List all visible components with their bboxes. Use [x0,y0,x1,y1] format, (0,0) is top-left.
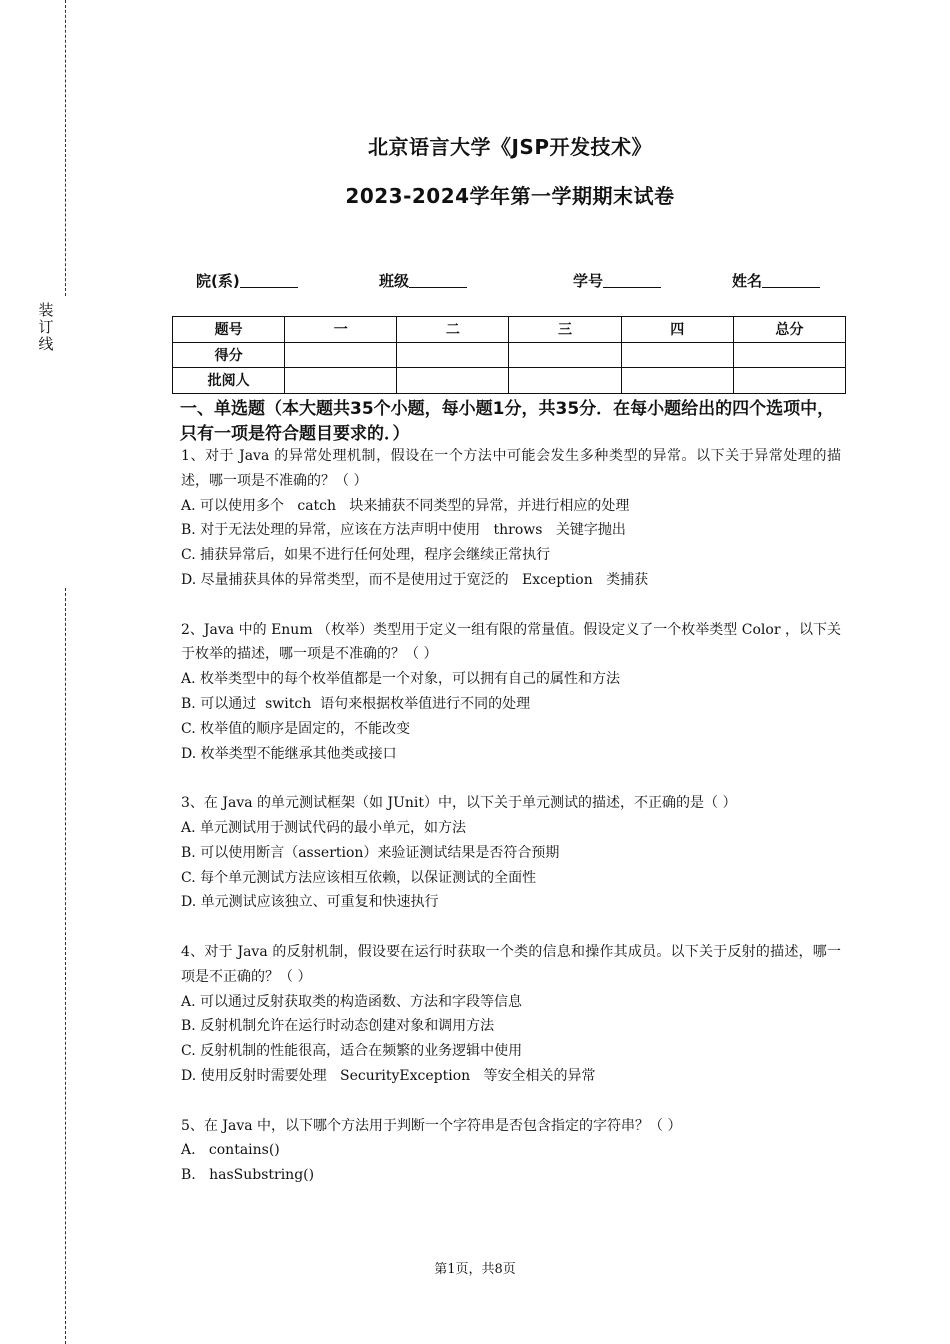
question-stem: 3、在 Java 的单元测试框架（如 JUnit）中，以下关于单元测试的描述，不正确的是（ ） [181,795,737,812]
question-option: A. 可以通过反射获取类的构造函数、方法和字段等信息 [181,993,523,1010]
header-cell: 四 [621,317,733,343]
score-row [173,342,846,368]
section-heading: 一、单选题（本大题共35个小题，每小题1分，共35分．在每小题给出的四个选项中，只有一项是符合题目要求的．） [180,399,835,444]
row-label: 得分 [173,342,285,368]
question-option: A. 枚举类型中的每个枚举值都是一个对象，可以拥有自己的属性和方法 [181,671,621,688]
question-option: B. 反射机制允许在运行时动态创建对象和调用方法 [181,1018,495,1035]
question [181,618,841,767]
question-option: B. 对于无法处理的异常，应该在方法声明中使用 throws 关键字抛出 [181,522,626,539]
grader-cell[interactable] [509,368,621,394]
question-option: B. 可以使用断言（assertion）来验证测试结果是否符合预期 [181,844,560,861]
header-cell: 一 [285,317,397,343]
question-list [181,444,841,1213]
exam-title: 北京语言大学《JSP开发技术》 [367,135,652,159]
info-field-name[interactable]: 姓名 [732,270,820,291]
score-cell[interactable] [285,342,397,368]
exam-subtitle: 2023-2024学年第一学期期末试卷 [345,184,675,208]
page-number: 第1页，共8页 [434,1262,516,1277]
score-cell[interactable] [733,342,845,368]
question-option: C. 捕获异常后，如果不进行任何处理，程序会继续正常执行 [181,547,551,564]
question-option: A. 单元测试用于测试代码的最小单元，如方法 [181,819,467,836]
question-option: D. 枚举类型不能继承其他类或接口 [181,745,397,762]
question [181,444,841,593]
score-table [172,316,846,394]
question-option: D. 使用反射时需要处理 SecurityException 等安全相关的异常 [181,1067,596,1084]
question-option: D. 尽量捕获具体的异常类型，而不是使用过于宽泛的 Exception 类捕获 [181,571,649,588]
score-cell[interactable] [397,342,509,368]
question [181,791,841,915]
grader-cell[interactable] [621,368,733,394]
binding-dashed-line-top [65,0,66,296]
question [181,940,841,1089]
info-field-department[interactable]: 院(系) [196,270,298,291]
grader-cell[interactable] [397,368,509,394]
class-blank[interactable] [409,272,467,288]
question [181,1114,841,1188]
grader-cell[interactable] [733,368,845,394]
question-option: C. 反射机制的性能很高，适合在频繁的业务逻辑中使用 [181,1043,523,1060]
grader-cell[interactable] [285,368,397,394]
score-cell[interactable] [509,342,621,368]
question-option: D. 单元测试应该独立、可重复和快速执行 [181,894,439,911]
header-cell: 二 [397,317,509,343]
question-option: A. contains() [181,1142,280,1159]
binding-dashed-line-bottom [65,588,66,1344]
question-stem: 2、Java 中的 Enum （枚举）类型用于定义一组有限的常量值。假设定义了一个枚举类型 Color ，以下关于枚举的描述，哪一项是不准确的？（ ） [181,621,841,663]
binding-label: 装订线 [38,301,54,353]
student-info-row [0,270,950,292]
question-stem: 4、对于 Java 的反射机制，假设要在运行时获取一个类的信息和操作其成员。以下关于反射的描述，哪一项是不正确的？（ ） [181,943,841,985]
question-option: A. 可以使用多个 catch 块来捕获不同类型的异常，并进行相应的处理 [181,497,630,514]
question-stem: 5、在 Java 中，以下哪个方法用于判断一个字符串是否包含指定的字符串？（ ） [181,1117,682,1134]
question-option: B. hasSubstring() [181,1167,315,1184]
info-field-class[interactable]: 班级 [379,270,467,291]
name-blank[interactable] [762,272,820,288]
question-stem: 1、对于 Java 的异常处理机制，假设在一个方法中可能会发生多种类型的异常。以下关于异常处理的描述，哪一项是不准确的？（ ） [181,448,841,489]
info-field-student-id[interactable]: 学号 [573,270,661,291]
grader-row [173,368,846,394]
score-cell[interactable] [621,342,733,368]
score-table-header [173,317,846,343]
header-cell: 三 [509,317,621,343]
department-blank[interactable] [240,272,298,288]
question-option: C. 枚举值的顺序是固定的，不能改变 [181,720,411,737]
header-cell: 题号 [173,317,285,343]
question-option: B. 可以通过 switch 语句来根据枚举值进行不同的处理 [181,695,531,712]
header-cell: 总分 [733,317,845,343]
question-option: C. 每个单元测试方法应该相互依赖，以保证测试的全面性 [181,869,537,886]
student-id-blank[interactable] [603,272,661,288]
row-label: 批阅人 [173,368,285,394]
